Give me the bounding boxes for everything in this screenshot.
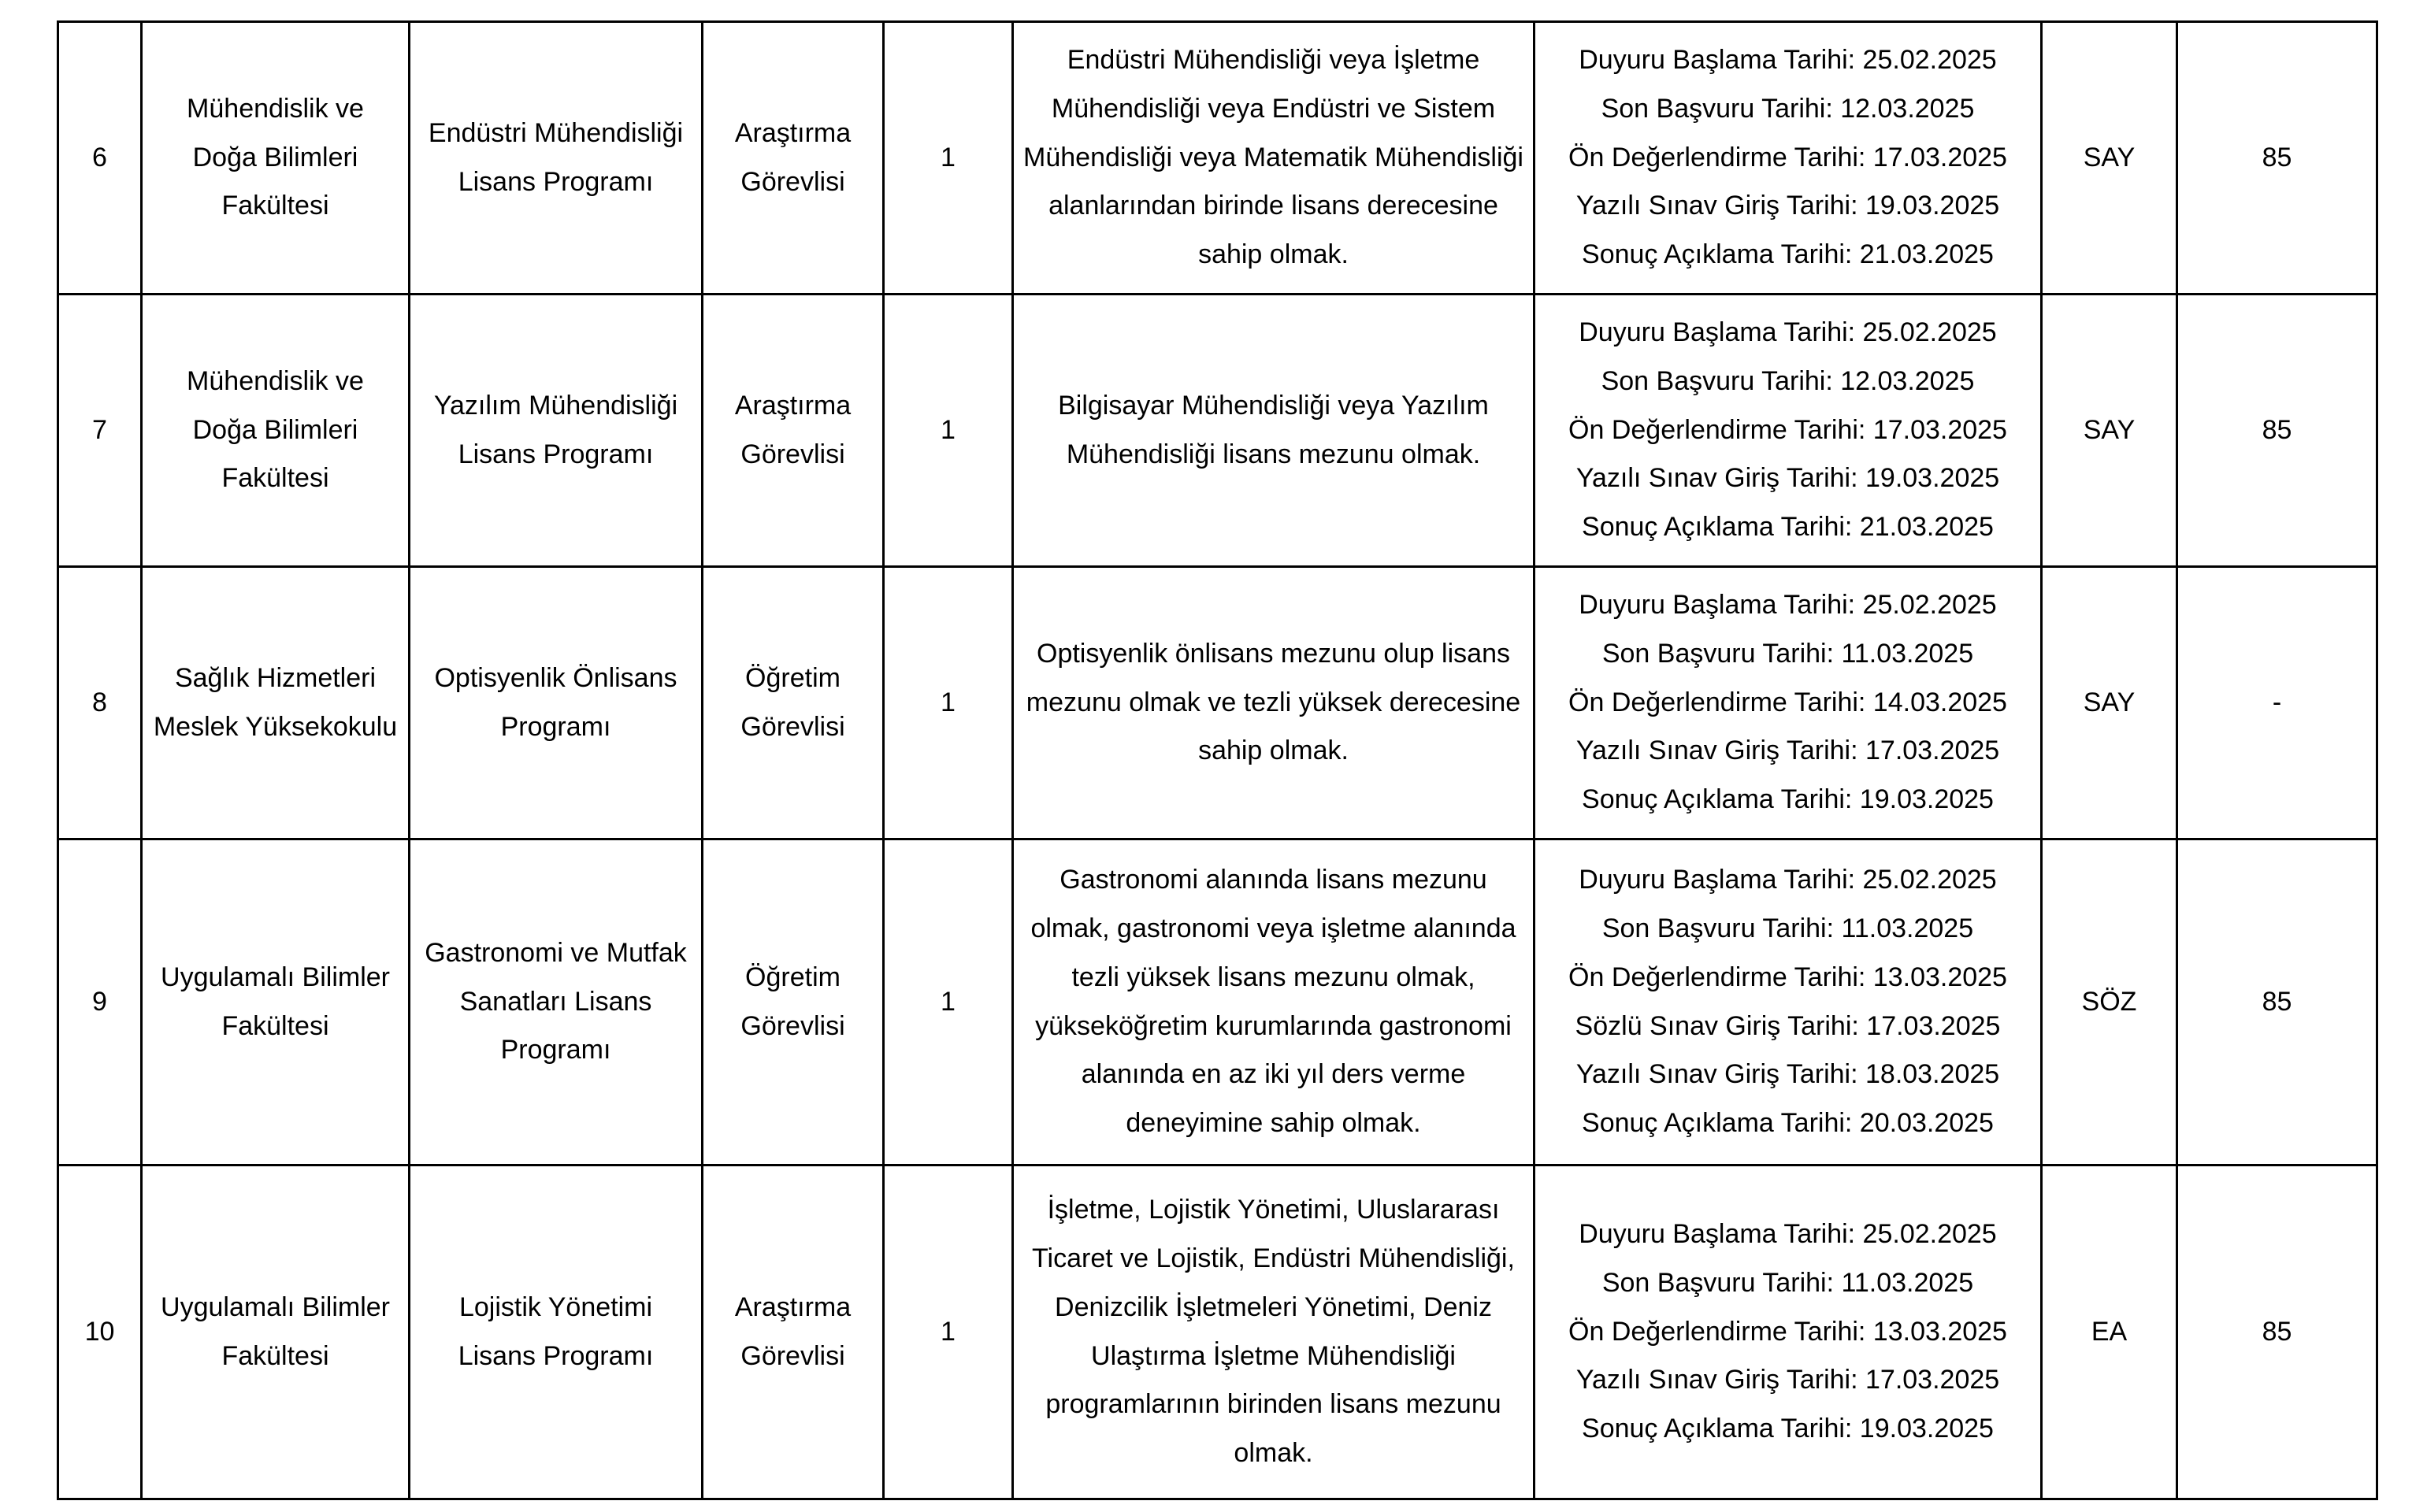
table-row [58,22,2377,295]
score-type-cell: SÖZ [2042,839,2177,1166]
position-cell: Öğretim Görevlisi [703,839,884,1166]
date-line: Duyuru Başlama Tarihi: 25.02.2025 [1579,44,1997,75]
position-cell: Araştırma Görevlisi [703,22,884,295]
date-line: Ön Değerlendirme Tarihi: 17.03.2025 [1568,414,2007,445]
score-type-cell: SAY [2042,295,2177,567]
row-number-cell: 7 [58,295,142,567]
dates-cell [1535,839,2042,1166]
quota-cell: 1 [884,22,1013,295]
date-line: Duyuru Başlama Tarihi: 25.02.2025 [1579,589,1997,620]
requirements-cell: Gastronomi alanında lisans mezunu olmak, gastronomi veya işletme alanında tezli yüksek lisans mezunu olmak, yükseköğretim kurumlarında gastronomi alanında en az iki yıl ders verme deneyimine sahip olmak. [1013,839,1535,1166]
score-type-cell: SAY [2042,567,2177,839]
date-line: Duyuru Başlama Tarihi: 25.02.2025 [1579,317,1997,347]
date-line: Yazılı Sınav Giriş Tarihi: 17.03.2025 [1575,1365,2000,1395]
program-cell: Lojistik Yönetimi Lisans Programı [410,1166,703,1499]
score-type-cell: SAY [2042,22,2177,295]
faculty-cell: Uygulamalı Bilimler Fakültesi [142,839,410,1166]
faculty-cell: Uygulamalı Bilimler Fakültesi [142,1166,410,1499]
requirements-cell: İşletme, Lojistik Yönetimi, Uluslararası Ticaret ve Lojistik, Endüstri Mühendisliği, Denizcilik İşletmeleri Yönetimi, Deniz Ulaştırma İşletme Mühendisliği programlarının birinden lisans mezunu olmak. [1013,1166,1535,1499]
positions-table [57,20,2378,1500]
score-cell: 85 [2177,295,2377,567]
score-cell: 85 [2177,839,2377,1166]
date-line: Ön Değerlendirme Tarihi: 13.03.2025 [1568,962,2007,992]
table-row [58,1166,2377,1499]
date-line: Yazılı Sınav Giriş Tarihi: 17.03.2025 [1575,736,2000,766]
program-cell: Endüstri Mühendisliği Lisans Programı [410,22,703,295]
dates-cell [1535,295,2042,567]
date-line: Yazılı Sınav Giriş Tarihi: 19.03.2025 [1575,191,2000,221]
date-line: Ön Değerlendirme Tarihi: 13.03.2025 [1568,1316,2007,1347]
date-line: Duyuru Başlama Tarihi: 25.02.2025 [1579,864,1997,895]
faculty-cell: Mühendislik ve Doğa Bilimleri Fakültesi [142,295,410,567]
date-line: Ön Değerlendirme Tarihi: 17.03.2025 [1568,142,2007,172]
row-number-cell: 8 [58,567,142,839]
score-cell: 85 [2177,1166,2377,1499]
table-row [58,839,2377,1166]
date-line: Sonuç Açıklama Tarihi: 21.03.2025 [1582,512,1994,543]
date-line: Son Başvuru Tarihi: 12.03.2025 [1601,365,1975,396]
score-cell: - [2177,567,2377,839]
table-row [58,567,2377,839]
requirements-cell: Endüstri Mühendisliği veya İşletme Mühendisliği veya Endüstri ve Sistem Mühendisliği veya Matematik Mühendisliği alanlarından birinde lisans derecesine sahip olmak. [1013,22,1535,295]
quota-cell: 1 [884,567,1013,839]
date-line: Sözlü Sınav Giriş Tarihi: 17.03.2025 [1575,1010,2001,1041]
row-number-cell: 6 [58,22,142,295]
faculty-cell: Mühendislik ve Doğa Bilimleri Fakültesi [142,22,410,295]
date-line: Yazılı Sınav Giriş Tarihi: 19.03.2025 [1575,463,2000,494]
date-line: Duyuru Başlama Tarihi: 25.02.2025 [1579,1218,1997,1249]
requirements-cell: Optisyenlik önlisans mezunu olup lisans mezunu olmak ve tezli yüksek derecesine sahip olmak. [1013,567,1535,839]
position-cell: Araştırma Görevlisi [703,1166,884,1499]
date-line: Yazılı Sınav Giriş Tarihi: 18.03.2025 [1575,1059,2000,1090]
dates-cell [1535,22,2042,295]
row-number-cell: 9 [58,839,142,1166]
date-line: Sonuç Açıklama Tarihi: 19.03.2025 [1582,784,1994,815]
date-line: Son Başvuru Tarihi: 11.03.2025 [1601,913,1974,943]
position-cell: Öğretim Görevlisi [703,567,884,839]
dates-cell [1535,1166,2042,1499]
row-number-cell: 10 [58,1166,142,1499]
date-line: Ön Değerlendirme Tarihi: 14.03.2025 [1568,687,2007,717]
program-cell: Gastronomi ve Mutfak Sanatları Lisans Programı [410,839,703,1166]
date-line: Sonuç Açıklama Tarihi: 21.03.2025 [1582,239,1994,270]
faculty-cell: Sağlık Hizmetleri Meslek Yüksekokulu [142,567,410,839]
quota-cell: 1 [884,839,1013,1166]
table-row [58,295,2377,567]
score-cell: 85 [2177,22,2377,295]
dates-cell [1535,567,2042,839]
position-cell: Araştırma Görevlisi [703,295,884,567]
quota-cell: 1 [884,1166,1013,1499]
date-line: Son Başvuru Tarihi: 11.03.2025 [1601,1267,1974,1298]
score-type-cell: EA [2042,1166,2177,1499]
date-line: Son Başvuru Tarihi: 12.03.2025 [1601,93,1975,124]
date-line: Sonuç Açıklama Tarihi: 19.03.2025 [1582,1414,1994,1444]
program-cell: Yazılım Mühendisliği Lisans Programı [410,295,703,567]
requirements-cell: Bilgisayar Mühendisliği veya Yazılım Mühendisliği lisans mezunu olmak. [1013,295,1535,567]
date-line: Sonuç Açıklama Tarihi: 20.03.2025 [1582,1108,1994,1139]
date-line: Son Başvuru Tarihi: 11.03.2025 [1601,638,1974,669]
program-cell: Optisyenlik Önlisans Programı [410,567,703,839]
quota-cell: 1 [884,295,1013,567]
